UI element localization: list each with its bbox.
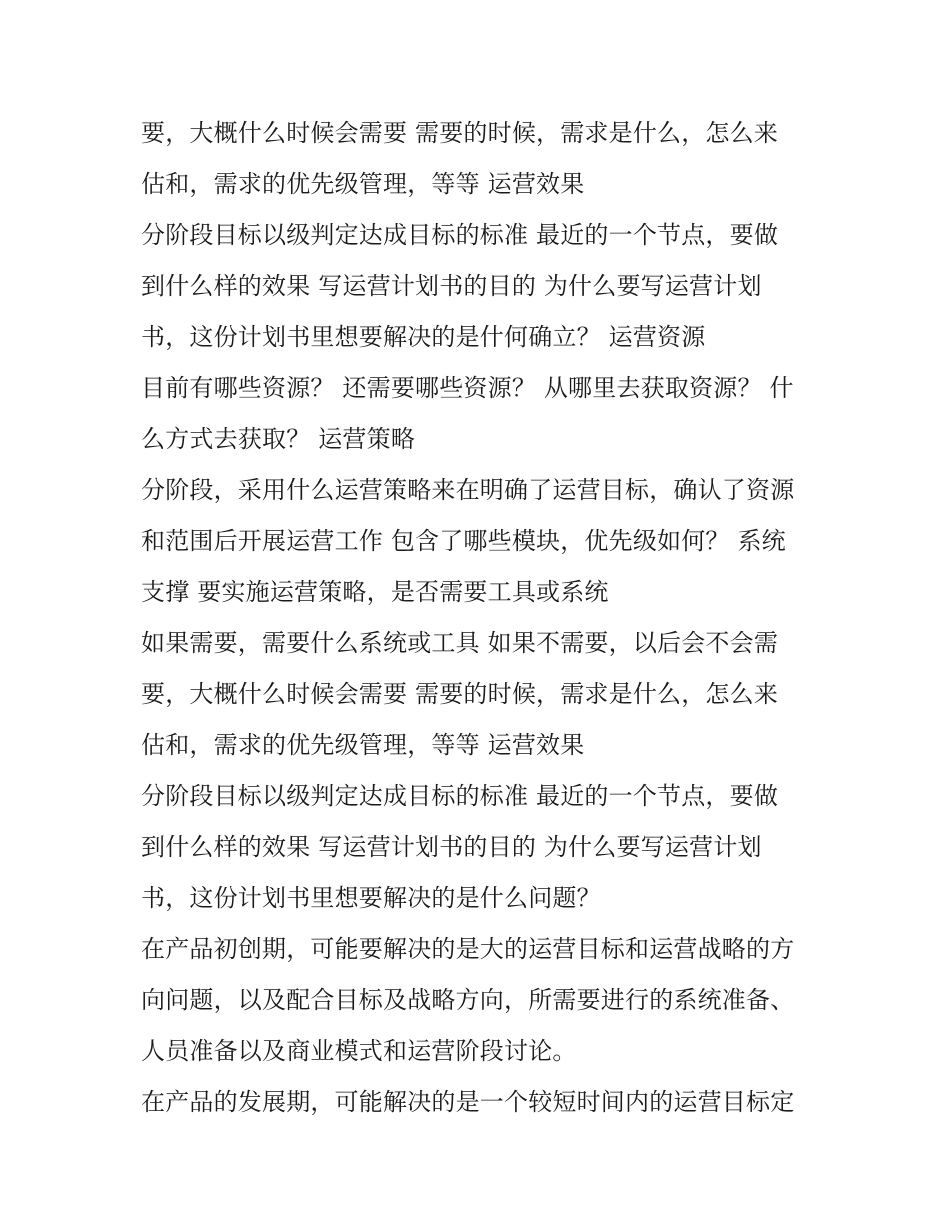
- text-line: 目前有哪些资源？ 还需要哪些资源？ 从哪里去获取资源？ 什: [141, 374, 794, 402]
- text-line: 人员准备以及商业模式和运营阶段讨论。: [141, 1037, 577, 1065]
- text-line: 书，这份计划书里想要解决的是什何确立？ 运营资源: [141, 323, 706, 351]
- text-line: 分阶段，采用什么运营策略来在明确了运营目标，确认了资源: [141, 476, 795, 504]
- text-line: 如果需要，需要什么系统或工具 如果不需要，以后会不会需: [141, 629, 779, 657]
- text-line: 书，这份计划书里想要解决的是什么问题？: [141, 884, 601, 912]
- document-body: [141, 108, 831, 1128]
- text-line: 要，大概什么时候会需要 需要的时候，需求是什么，怎么来: [141, 680, 779, 708]
- text-line: 到什么样的效果 写运营计划书的目的 为什么要写运营计划: [141, 833, 762, 861]
- text-line: 到什么样的效果 写运营计划书的目的 为什么要写运营计划: [141, 272, 762, 300]
- text-line: 在产品的发展期，可能解决的是一个较短时间内的运营目标定: [141, 1088, 795, 1116]
- text-line: 要，大概什么时候会需要 需要的时候，需求是什么，怎么来: [141, 119, 779, 147]
- text-line: 分阶段目标以级判定达成目标的标准 最近的一个节点，要做: [141, 221, 779, 249]
- text-line: 估和，需求的优先级管理，等等 运营效果: [141, 170, 585, 198]
- text-line: 估和，需求的优先级管理，等等 运营效果: [141, 731, 585, 759]
- text-line: 么方式去获取？ 运营策略: [141, 425, 416, 453]
- text-line: 向问题，以及配合目标及战略方向，所需要进行的系统准备、: [141, 986, 795, 1014]
- text-line: 分阶段目标以级判定达成目标的标准 最近的一个节点，要做: [141, 782, 779, 810]
- text-line: 和范围后开展运营工作 包含了哪些模块，优先级如何？ 系统: [141, 527, 786, 555]
- text-line: 在产品初创期，可能要解决的是大的运营目标和运营战略的方: [141, 935, 795, 963]
- text-line: 支撑 要实施运营策略，是否需要工具或系统: [141, 578, 609, 606]
